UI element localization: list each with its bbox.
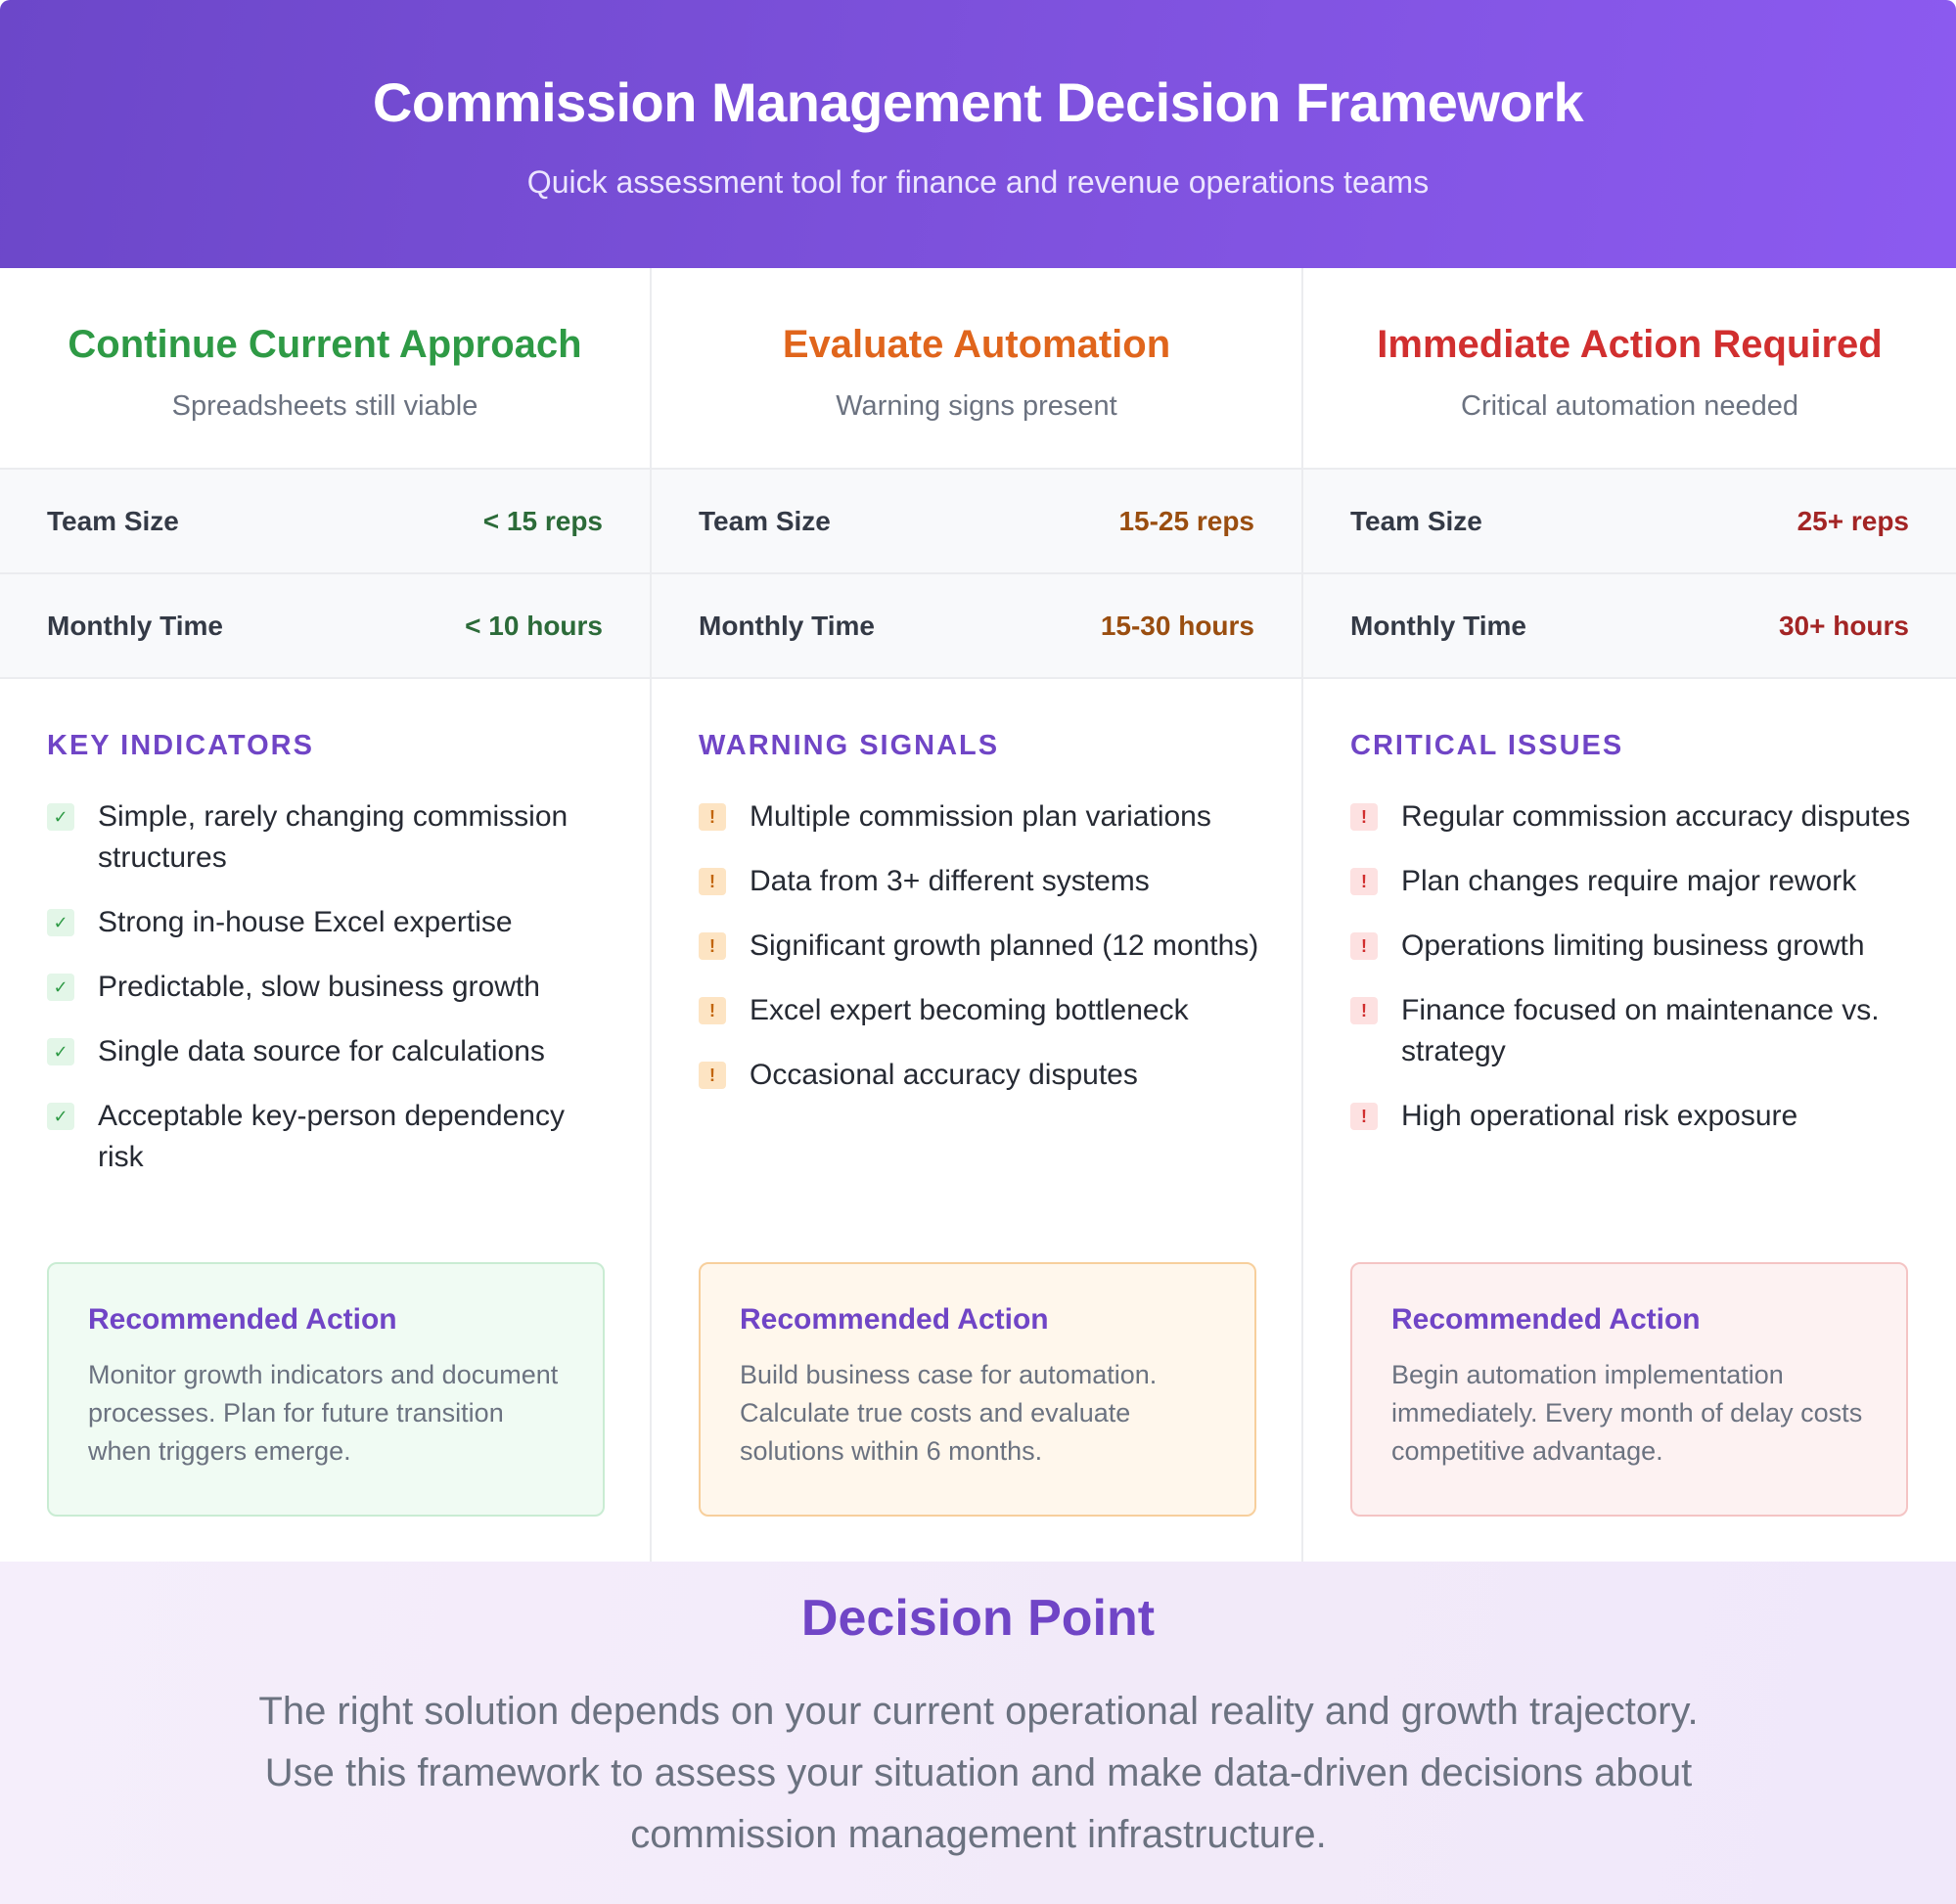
alert-icon: !: [1350, 997, 1378, 1024]
list-item-text: Simple, rarely changing commission structures: [98, 800, 569, 874]
team-size-label: Team Size: [47, 505, 179, 536]
alert-icon: !: [1350, 803, 1378, 831]
recommended-action-text: Begin automation implementation immediately. Every month of delay costs competitive advantage.: [1391, 1360, 1863, 1466]
check-icon: ✓: [47, 909, 74, 936]
team-size-label: Team Size: [1350, 505, 1482, 536]
framework-columns: [0, 268, 1956, 1562]
monthly-time-label: Monthly Time: [47, 610, 223, 641]
page-title: Commission Management Decision Framework: [372, 71, 1584, 133]
monthly-time-label: Monthly Time: [1350, 610, 1526, 641]
check-icon: ✓: [47, 1103, 74, 1130]
column-header: [652, 268, 1301, 470]
monthly-time-row: [0, 574, 650, 679]
list-item-text: Significant growth planned (12 months): [750, 929, 1259, 962]
list-item-text: Multiple commission plan variations: [750, 800, 1211, 833]
column-subtitle: Spreadsheets still viable: [171, 390, 478, 422]
column-evaluate-automation: [652, 268, 1303, 1562]
list-item: [1350, 796, 1918, 838]
recommended-action-title: Recommended Action: [88, 1303, 397, 1336]
list-item-text: Acceptable key-person dependency risk: [98, 1100, 565, 1173]
list-item: [47, 902, 614, 943]
list-item: [1350, 926, 1918, 967]
section-title: CRITICAL ISSUES: [1350, 730, 1624, 761]
monthly-time-value: 30+ hours: [1778, 610, 1909, 641]
check-icon: ✓: [47, 1038, 74, 1065]
recommended-action-text: Monitor growth indicators and document processes. Plan for future transition when triggers emerge.: [88, 1360, 559, 1466]
monthly-time-row: [652, 574, 1301, 679]
warning-icon: !: [699, 1062, 726, 1089]
warning-list: [699, 796, 1266, 1119]
recommended-action-card: [699, 1262, 1256, 1517]
team-size-row: [1303, 470, 1956, 574]
warning-icon: !: [699, 803, 726, 831]
column-title: Continue Current Approach: [68, 323, 582, 366]
list-item-text: Operations limiting business growth: [1401, 929, 1865, 962]
list-item-text: Predictable, slow business growth: [98, 971, 540, 1003]
alert-icon: !: [1350, 1103, 1378, 1130]
check-icon: ✓: [47, 974, 74, 1001]
list-item: [699, 796, 1266, 838]
team-size-value: < 15 reps: [482, 505, 603, 536]
list-item: [1350, 1096, 1918, 1137]
monthly-time-value: 15-30 hours: [1100, 610, 1254, 641]
column-header: [0, 268, 650, 470]
team-size-row: [652, 470, 1301, 574]
list-item: [699, 861, 1266, 902]
column-title: Evaluate Automation: [782, 323, 1171, 366]
header-banner: [0, 0, 1956, 268]
recommended-action-title: Recommended Action: [740, 1303, 1049, 1336]
list-item: [47, 1096, 614, 1178]
column-header: [1303, 268, 1956, 470]
warning-icon: !: [699, 868, 726, 895]
column-subtitle: Warning signs present: [836, 390, 1117, 422]
monthly-time-row: [1303, 574, 1956, 679]
decision-point-section: [0, 1562, 1956, 1904]
list-item: [47, 967, 614, 1008]
alert-icon: !: [1350, 868, 1378, 895]
recommended-action-title: Recommended Action: [1391, 1303, 1701, 1336]
column-title: Immediate Action Required: [1377, 323, 1883, 366]
list-item: [699, 926, 1266, 967]
team-size-value: 25+ reps: [1797, 505, 1909, 536]
warning-icon: !: [699, 932, 726, 960]
team-size-row: [0, 470, 650, 574]
team-size-value: 15-25 reps: [1118, 505, 1254, 536]
decision-point-text: The right solution depends on your current operational reality and growth trajectory. Use this framework to assess your situation and make data-driven decisions about commission management infrastructure.: [258, 1690, 1699, 1856]
list-item-text: Occasional accuracy disputes: [750, 1059, 1138, 1091]
check-icon: ✓: [47, 803, 74, 831]
alert-icon: !: [1350, 932, 1378, 960]
section-title: WARNING SIGNALS: [699, 730, 1000, 761]
decision-point-title: Decision Point: [800, 1590, 1156, 1647]
column-immediate-action-required: [1303, 268, 1956, 1562]
indicator-list: [47, 796, 614, 1201]
column-subtitle: Critical automation needed: [1461, 390, 1798, 422]
recommended-action-card: [47, 1262, 605, 1517]
list-item: [1350, 861, 1918, 902]
monthly-time-label: Monthly Time: [699, 610, 875, 641]
list-item-text: Strong in-house Excel expertise: [98, 906, 513, 938]
section-title: KEY INDICATORS: [47, 730, 314, 761]
recommended-action-text: Build business case for automation. Calculate true costs and evaluate solutions within 6 months.: [740, 1360, 1158, 1466]
list-item: [47, 1031, 614, 1072]
list-item-text: Excel expert becoming bottleneck: [750, 994, 1189, 1026]
list-item-text: Regular commission accuracy disputes: [1401, 800, 1911, 833]
list-item: [47, 796, 614, 879]
monthly-time-value: < 10 hours: [465, 610, 603, 641]
list-item-text: Plan changes require major rework: [1401, 865, 1857, 897]
column-continue-current-approach: [0, 268, 652, 1562]
list-item: [1350, 990, 1918, 1072]
list-item-text: Data from 3+ different systems: [750, 865, 1150, 897]
list-item: [699, 990, 1266, 1031]
page-subtitle: Quick assessment tool for finance and revenue operations teams: [526, 164, 1430, 200]
list-item-text: Finance focused on maintenance vs. strategy: [1401, 994, 1880, 1067]
critical-list: [1350, 796, 1918, 1160]
list-item-text: Single data source for calculations: [98, 1035, 545, 1067]
list-item: [699, 1055, 1266, 1096]
warning-icon: !: [699, 997, 726, 1024]
list-item-text: High operational risk exposure: [1401, 1100, 1798, 1132]
recommended-action-card: [1350, 1262, 1908, 1517]
team-size-label: Team Size: [699, 505, 831, 536]
